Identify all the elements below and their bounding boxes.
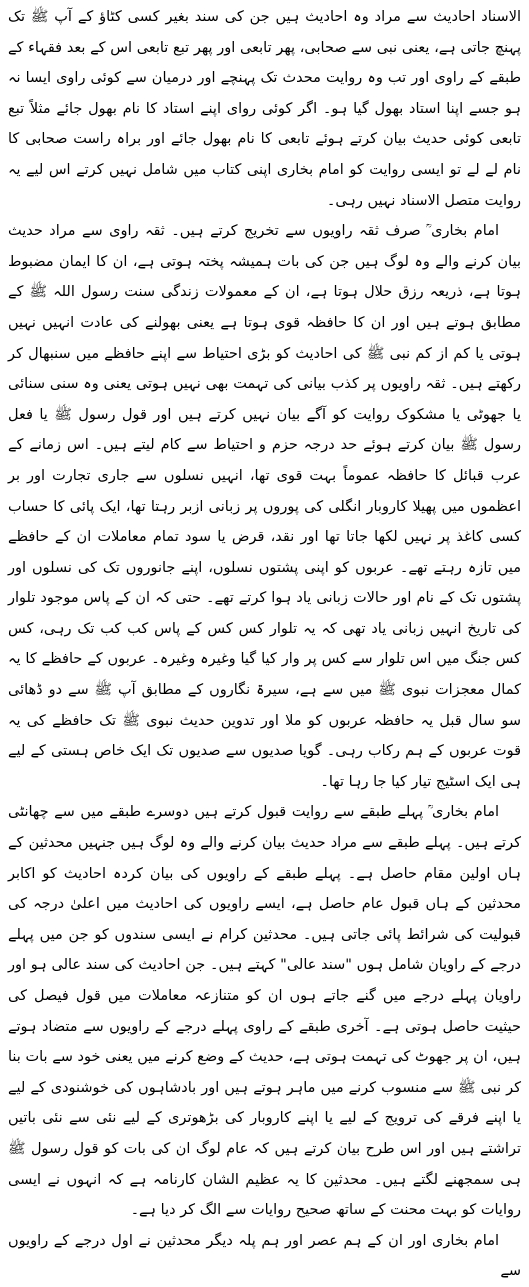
paragraph-thiqa-narrators: امام بخاری ؒ صرف ثقہ راویوں سے تخریج کرتے ہیں۔ ثقہ راوی سے مراد حدیث بیان کرنے والے وہ لوگ ہیں جن کی بات ہمیشہ پختہ ہوتی ہے، ان کا ایمان مضبوط ہوتا ہے، ذریعہ رزق حلال ہوتا ہے، ان کے معمولات زندگی سنت رسول اللہ ﷺ کے مطابق ہوتے ہیں اور ان کا حافظہ قوی ہوتا ہے یعنی بھولنے کی عادت انہیں نہیں ہوتی یا کم از کم نبی ﷺ کی احادیث کو بڑی احتیاط سے اپنے حافظے میں سنبھال کر رکھتے ہیں۔ ثقہ راویوں پر کذب بیانی کی تہمت بھی نہیں ہوتی یعنی وہ سنی سنائی یا جھوٹی یا مشکوک روایت کو آگے بیان نہیں کرتے ہیں اور قول رسول ﷺ یا فعل رسول ﷺ بیان کرتے ہوئے حد درجہ حزم و احتیاط سے کام لیتے ہیں۔ اس زمانے کے عرب قبائل کا حافظہ عموماً بہت قوی تھا، انہیں نسلوں سے جاری تجارت اور بر اعظموں میں پھیلا کاروبار انگلی کی پوروں پر زبانی ازبر رہتا تھا، ایک پائی کا حساب کسی کاغذ پر نہیں لکھا جاتا تھا اور نقد، قرض یا سود تمام معاملات ان کے حافظے میں تازہ رہتے تھے۔ عربوں کو اپنی پشتوں نسلوں، اپنے جانوروں تک کی نسلوں اور پشتوں تک کے نام اور حالات زبانی یاد ہوا کرتے تھے۔ حتی کہ ان کے پاس موجود تلوار کی تاریخ انہیں زبانی یاد تھی کہ یہ تلوار کس کس کے پاس کب کب تک رہی، کس کس جنگ میں اس تلوار سے کس پر وار کیا گیا وغیرہ وغیرہ۔ عربوں کے حافظے کا یہ کمال معجزات نبوی ﷺ میں سے ہے، سیرۃ نگاروں کے مطابق آپ ﷺ سے دو ڈھائی سو سال قبل یہ حافظہ عربوں کو ملا اور تدوین حدیث نبوی ﷺ تک حافظے کی یہ قوت عربوں کے ہم رکاب رہی۔ گویا صدیوں سے صدیوں تک ایک خاص ہستی کے لیے ہی ایک اسٹیج تیار کیا جا رہا تھا۔ <box>8 223 521 790</box>
paragraph-first-tier-narrators: امام بخاری ؒ پہلے طبقے سے روایت قبول کرتے ہیں دوسرے طبقے میں سے چھانٹی کرتے ہیں۔ پہلے طبقے سے مراد حدیث بیان کرنے والے وہ لوگ ہیں جنہیں محدثین کے ہاں اولین مقام حاصل ہے۔ پہلے طبقے کے راویوں کی بیان کردہ احادیث کو اکابر محدثین کے ہاں قبول عام حاصل ہے، ایسے راویوں کی احادیث میں اعلیٰ درجہ کی قبولیت کی شرائط پائی جاتی ہیں۔ محدثین کرام نے ایسی سندوں کو جن میں پہلے درجے کے راویان شامل ہوں "سند عالی" کہتے ہیں۔ جن احادیث کی سند عالی ہو اور راویان پہلے درجے میں گنے جاتے ہوں ان کو متنازعہ معاملات میں قول فیصل کی حیثیت حاصل ہوتی ہے۔ آخری طبقے کے راوی پہلے درجے کے راویوں سے متضاد ہوتے ہیں، ان پر جھوٹ کی تہمت ہوتی ہے، حدیث کے وضع کرنے میں یعنی خود سے بات بنا کر نبی ﷺ سے منسوب کرنے میں ماہر ہوتے ہیں اور بادشاہوں کی خوشنودی کے لیے یا اپنے فرقے کی ترویج کے لیے یا اپنے کاروبار کی بڑھوتری کے لیے نئی سے نئی باتیں تراشتے ہیں اور اس طرح بیان کرتے ہیں کہ عام لوگ ان کی بات کو قول رسول ﷺ ہی سمجھنے لگتے ہیں۔ محدثین کا یہ عظیم الشان کارنامہ ہے کہ انہوں نے ایسی روایات کو بہت محنت کے ساتھ صحیح روایات سے الگ کر دیا ہے۔ <box>8 804 521 1219</box>
paragraph-muttasil-al-isnad: الاسناد احادیث سے مراد وہ احادیث ہیں جن کی سند بغیر کسی کٹاؤ کے آپ ﷺ تک پہنچ جاتی ہے، یعنی نبی سے صحابی، پھر تابعی اور پھر تبع تابعی اس کے بعد فقہاء کے طبقے کے راوی اور تب وہ روایت محدث تک پہنچے اور درمیان سے کوئی راوی ایسا نہ ہو جسے اپنا استاد بھول گیا ہو۔ اگر کوئی روای اپنے استاد کا نام بھول جائے مثلاً تبع تابعی کوئی حدیث بیان کرتے ہوئے تابعی کا نام بھول جائے اور براہ راست صحابی کا نام لے لے تو ایسی روایت کو امام بخاری اپنی کتاب میں شامل نہیں کرتے اس لیے یہ روایت متصل الاسناد نہیں رہی۔ <box>8 9 521 209</box>
paragraph-contemporaries: امام بخاری اور ان کے ہم عصر اور ہم پلہ دیگر محدثین نے اول درجے کے راویوں سے <box>8 1232 521 1280</box>
